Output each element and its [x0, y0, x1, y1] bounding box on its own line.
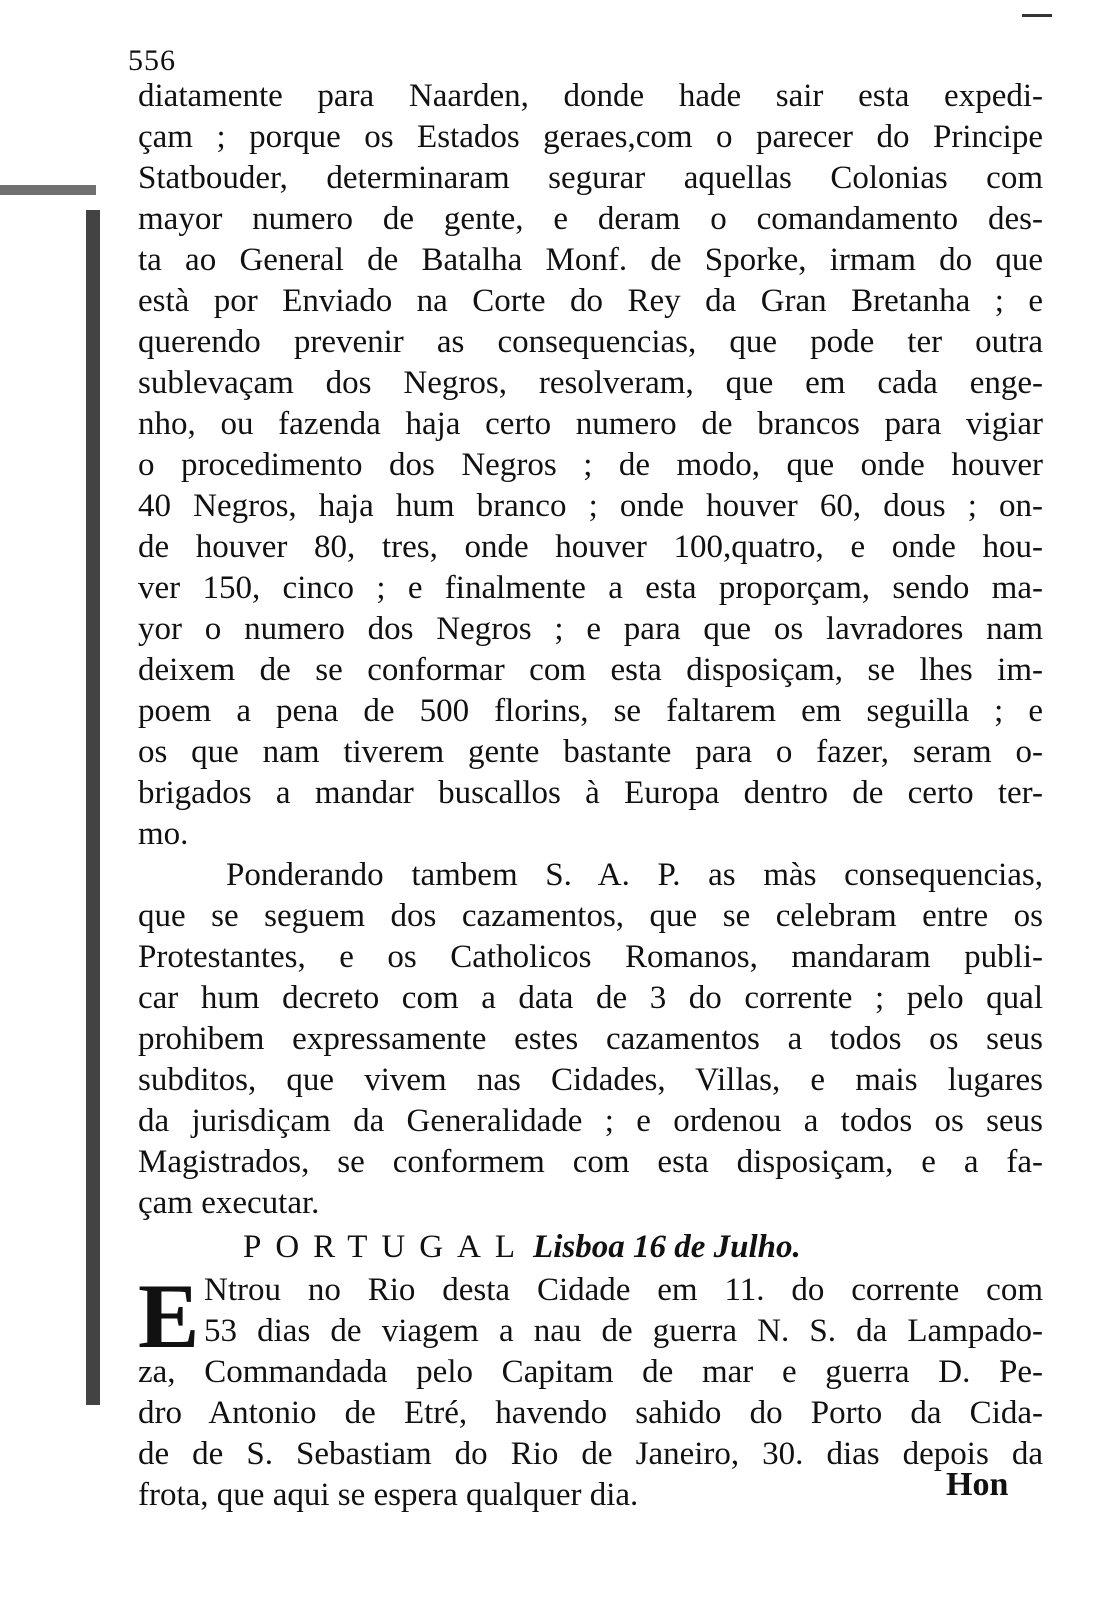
- text-line: mo.: [138, 816, 189, 852]
- text-line: Statbouder, determinaram segurar aquellas Colonias com: [138, 160, 1043, 196]
- text-line: brigados a mandar buscallos à Europa dentro de certo ter-: [138, 775, 1043, 811]
- text-line: ta ao General de Batalha Monf. de Sporke, irmam do que: [138, 242, 1043, 278]
- text-line: poem a pena de 500 florins, se faltarem em seguilla ; e: [138, 693, 1043, 729]
- paragraph-2: [138, 855, 1043, 1224]
- paragraph-1: [138, 76, 1043, 855]
- binding-shadow: [0, 185, 96, 195]
- text-line: prohibem expressamente estes cazamentos a todos os seus: [138, 1021, 1043, 1057]
- text-line: Ponderando tambem S. A. P. as màs consequencias,: [226, 857, 1043, 893]
- text-line: frota, que aqui se espera qualquer dia.: [138, 1477, 639, 1513]
- page-number: 556: [128, 44, 176, 77]
- text-block: [138, 76, 1043, 1516]
- text-line: mayor numero de gente, e deram o comandamento des-: [138, 201, 1043, 237]
- paragraph-3: [138, 1265, 1043, 1516]
- text-line: da jurisdiçam da Generalidade ; e ordenou a todos os seus: [138, 1103, 1043, 1139]
- text-line: çam ; porque os Estados geraes,com o parecer do Principe: [138, 119, 1043, 155]
- text-line: de de S. Sebastiam do Rio de Janeiro, 30. dias depois da: [138, 1436, 1043, 1472]
- text-line: ver 150, cinco ; e finalmente a esta proporçam, sendo ma-: [138, 570, 1043, 606]
- text-line: deixem de se conformar com esta disposiçam, se lhes im-: [138, 652, 1043, 688]
- drop-cap: E: [138, 1265, 200, 1367]
- text-line: za, Commandada pelo Capitam de mar e guerra D. Pe-: [138, 1354, 1043, 1390]
- text-line: o procedimento dos Negros ; de modo, que onde houver: [138, 447, 1043, 483]
- text-line: sublevaçam dos Negros, resolveram, que em cada enge-: [138, 365, 1043, 401]
- text-line: de houver 80, tres, onde houver 100,quatro, e onde hou-: [138, 529, 1043, 565]
- corner-mark: [1022, 14, 1052, 17]
- catchword: Hon: [946, 1466, 1009, 1503]
- text-line: querendo prevenir as consequencias, que pode ter outra: [138, 324, 1043, 360]
- section-heading: [138, 1224, 1043, 1270]
- text-line: Magistrados, se conformem com esta disposiçam, e a fa-: [138, 1144, 1043, 1180]
- heading-country: PORTUGAL: [243, 1229, 530, 1265]
- text-line: os que nam tiverem gente bastante para o fazer, seram o-: [138, 734, 1043, 770]
- text-line: Ntrou no Rio desta Cidade em 11. do corrente com: [204, 1272, 1043, 1308]
- text-line: Protestantes, e os Catholicos Romanos, mandaram publi-: [138, 939, 1043, 975]
- text-line: 40 Negros, haja hum branco ; onde houver 60, dous ; on-: [138, 488, 1043, 524]
- text-line: subditos, que vivem nas Cidades, Villas, e mais lugares: [138, 1062, 1043, 1098]
- text-line: que se seguem dos cazamentos, que se celebram entre os: [138, 898, 1043, 934]
- text-line: yor o numero dos Negros ; e para que os lavradores nam: [138, 611, 1043, 647]
- text-line: diatamente para Naarden, donde hade sair esta expedi-: [138, 78, 1043, 114]
- heading-dateline: Lisboa 16 de Julho.: [533, 1229, 801, 1265]
- margin-rule: [86, 210, 100, 1405]
- text-line: dro Antonio de Etré, havendo sahido do Porto da Cida-: [138, 1395, 1043, 1431]
- text-line: car hum decreto com a data de 3 do corrente ; pelo qual: [138, 980, 1043, 1016]
- text-line: nho, ou fazenda haja certo numero de brancos para vigiar: [138, 406, 1043, 442]
- text-line: 53 dias de viagem a nau de guerra N. S. da Lampado-: [204, 1313, 1043, 1349]
- text-line: està por Enviado na Corte do Rey da Gran Bretanha ; e: [138, 283, 1043, 319]
- text-line: çam executar.: [138, 1185, 320, 1221]
